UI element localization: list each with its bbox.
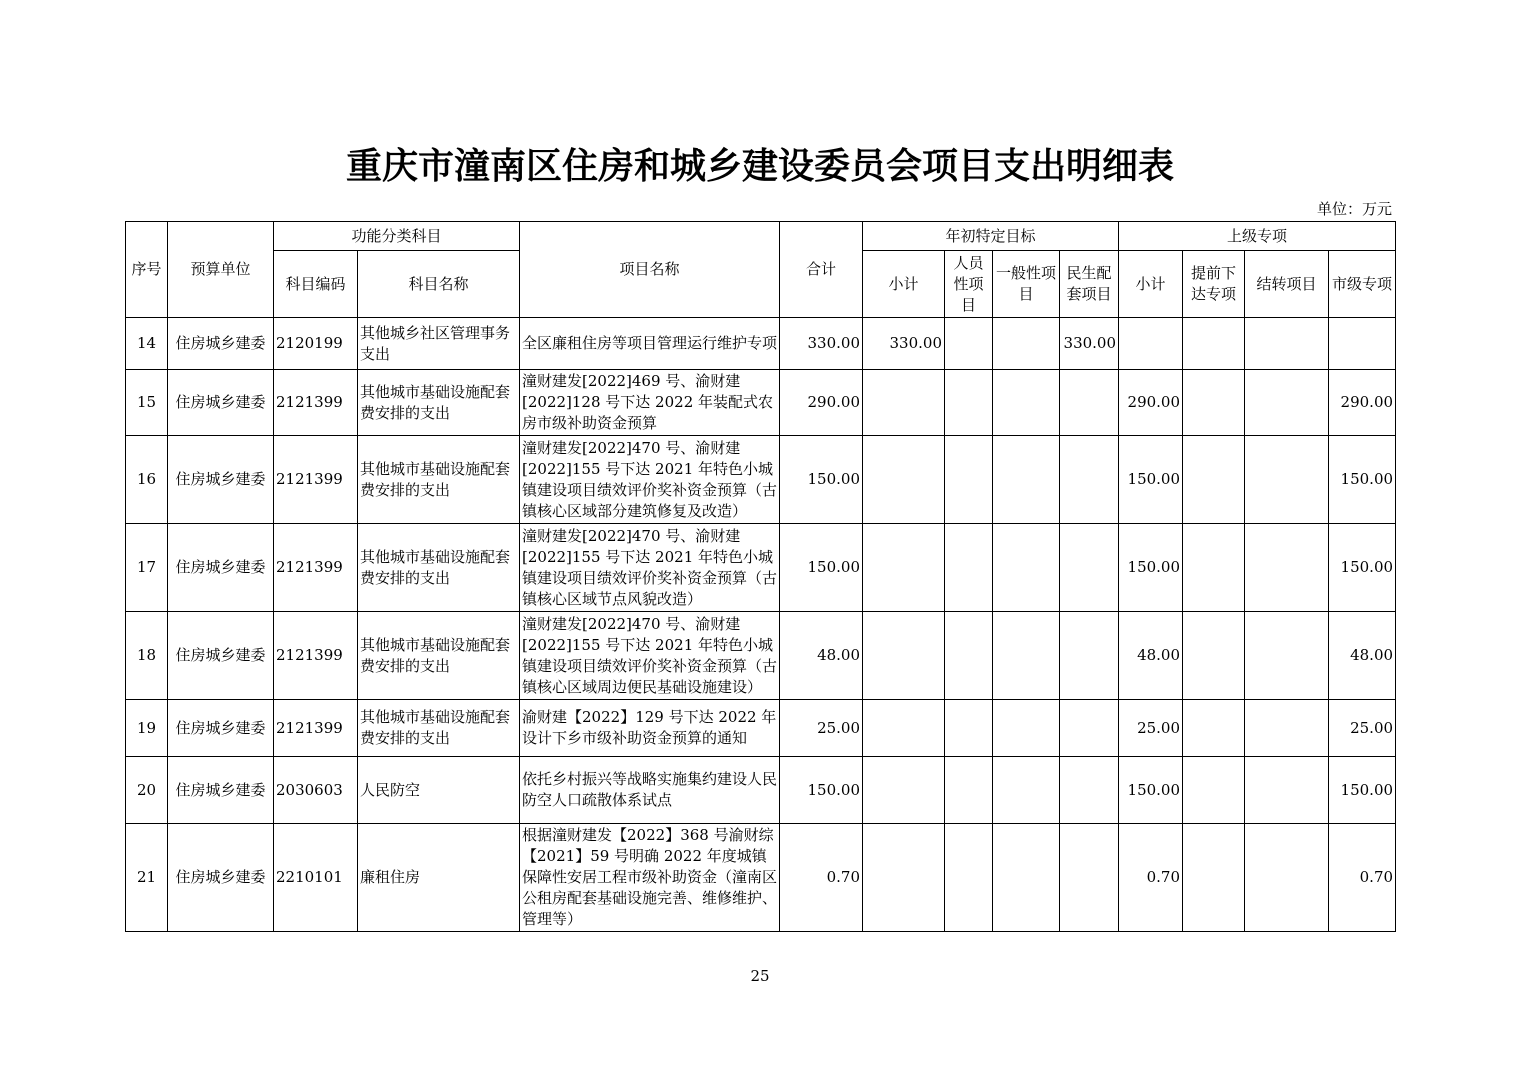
cell-unit: 住房城乡建委 <box>168 700 274 757</box>
cell-carryover <box>1245 612 1329 700</box>
table-row <box>126 436 1396 524</box>
cell-unit: 住房城乡建委 <box>168 318 274 370</box>
cell-personnel <box>945 824 993 932</box>
cell-annual-subtotal <box>863 700 945 757</box>
cell-annual-subtotal <box>863 370 945 436</box>
cell-total: 290.00 <box>780 370 863 436</box>
cell-total: 150.00 <box>780 524 863 612</box>
cell-upper-subtotal: 48.00 <box>1119 612 1183 700</box>
cell-total: 25.00 <box>780 700 863 757</box>
cell-advance <box>1183 370 1245 436</box>
cell-unit: 住房城乡建委 <box>168 824 274 932</box>
header-annual-group: 年初特定目标 <box>863 222 1119 251</box>
cell-seq: 17 <box>126 524 168 612</box>
cell-livelihood <box>1060 824 1119 932</box>
table-row <box>126 757 1396 824</box>
cell-annual-subtotal <box>863 757 945 824</box>
cell-personnel <box>945 612 993 700</box>
cell-personnel <box>945 318 993 370</box>
cell-project: 根据潼财建发【2022】368 号渝财综【2021】59 号明确 2022 年度城镇保障性安居工程市级补助资金（潼南区公租房配套基础设施完善、维修维护、管理等） <box>520 824 780 932</box>
cell-subject: 其他城市基础设施配套费安排的支出 <box>358 612 520 700</box>
cell-subject: 其他城市基础设施配套费安排的支出 <box>358 436 520 524</box>
cell-advance <box>1183 436 1245 524</box>
cell-subject: 其他城乡社区管理事务支出 <box>358 318 520 370</box>
cell-carryover <box>1245 524 1329 612</box>
cell-general <box>993 436 1060 524</box>
cell-total: 48.00 <box>780 612 863 700</box>
table-row <box>126 612 1396 700</box>
table-row <box>126 318 1396 370</box>
cell-seq: 18 <box>126 612 168 700</box>
cell-annual-subtotal <box>863 612 945 700</box>
cell-code: 2030603 <box>274 757 358 824</box>
expense-table <box>125 221 1396 932</box>
cell-code: 2121399 <box>274 700 358 757</box>
cell-unit: 住房城乡建委 <box>168 370 274 436</box>
cell-code: 2121399 <box>274 370 358 436</box>
cell-subject: 其他城市基础设施配套费安排的支出 <box>358 370 520 436</box>
header-advance: 提前下达专项 <box>1183 251 1245 318</box>
cell-advance <box>1183 824 1245 932</box>
cell-upper-subtotal: 150.00 <box>1119 436 1183 524</box>
header-annual-subtotal: 小计 <box>863 251 945 318</box>
header-project: 项目名称 <box>520 222 780 318</box>
table-row <box>126 824 1396 932</box>
cell-carryover <box>1245 700 1329 757</box>
table-row <box>126 370 1396 436</box>
cell-project: 潼财建发[2022]470 号、渝财建[2022]155 号下达 2021 年特色小城镇建设项目绩效评价奖补资金预算（古镇核心区域节点风貌改造） <box>520 524 780 612</box>
cell-seq: 16 <box>126 436 168 524</box>
cell-seq: 20 <box>126 757 168 824</box>
cell-seq: 19 <box>126 700 168 757</box>
cell-advance <box>1183 524 1245 612</box>
cell-total: 0.70 <box>780 824 863 932</box>
cell-subject: 人民防空 <box>358 757 520 824</box>
cell-code: 2121399 <box>274 524 358 612</box>
cell-livelihood <box>1060 757 1119 824</box>
header-func-group: 功能分类科目 <box>274 222 520 251</box>
cell-subject: 其他城市基础设施配套费安排的支出 <box>358 524 520 612</box>
cell-annual-subtotal: 330.00 <box>863 318 945 370</box>
unit-label: 单位：万元 <box>1316 200 1392 218</box>
cell-project: 潼财建发[2022]470 号、渝财建[2022]155 号下达 2021 年特色小城镇建设项目绩效评价奖补资金预算（古镇核心区域部分建筑修复及改造） <box>520 436 780 524</box>
cell-project: 潼财建发[2022]470 号、渝财建[2022]155 号下达 2021 年特色小城镇建设项目绩效评价奖补资金预算（古镇核心区域周边便民基础设施建设） <box>520 612 780 700</box>
cell-project: 渝财建【2022】129 号下达 2022 年设计下乡市级补助资金预算的通知 <box>520 700 780 757</box>
cell-code: 2121399 <box>274 612 358 700</box>
header-subject: 科目名称 <box>358 251 520 318</box>
cell-advance <box>1183 612 1245 700</box>
cell-livelihood: 330.00 <box>1060 318 1119 370</box>
cell-upper-subtotal: 150.00 <box>1119 524 1183 612</box>
cell-carryover <box>1245 436 1329 524</box>
cell-carryover <box>1245 318 1329 370</box>
cell-unit: 住房城乡建委 <box>168 612 274 700</box>
page-title: 重庆市潼南区住房和城乡建设委员会项目支出明细表 <box>345 146 1174 187</box>
cell-seq: 15 <box>126 370 168 436</box>
cell-municipal: 25.00 <box>1329 700 1396 757</box>
cell-seq: 21 <box>126 824 168 932</box>
header-livelihood: 民生配套项目 <box>1060 251 1119 318</box>
cell-annual-subtotal <box>863 436 945 524</box>
cell-unit: 住房城乡建委 <box>168 524 274 612</box>
cell-municipal: 150.00 <box>1329 757 1396 824</box>
cell-livelihood <box>1060 370 1119 436</box>
cell-general <box>993 757 1060 824</box>
cell-project: 依托乡村振兴等战略实施集约建设人民防空人口疏散体系试点 <box>520 757 780 824</box>
cell-advance <box>1183 757 1245 824</box>
cell-carryover <box>1245 370 1329 436</box>
cell-total: 150.00 <box>780 757 863 824</box>
cell-personnel <box>945 700 993 757</box>
cell-code: 2121399 <box>274 436 358 524</box>
cell-project: 潼财建发[2022]469 号、渝财建[2022]128 号下达 2022 年装配式农房市级补助资金预算 <box>520 370 780 436</box>
cell-advance <box>1183 700 1245 757</box>
cell-carryover <box>1245 757 1329 824</box>
cell-general <box>993 612 1060 700</box>
header-code: 科目编码 <box>274 251 358 318</box>
cell-seq: 14 <box>126 318 168 370</box>
cell-personnel <box>945 436 993 524</box>
cell-municipal: 0.70 <box>1329 824 1396 932</box>
cell-general <box>993 824 1060 932</box>
cell-general <box>993 700 1060 757</box>
cell-general <box>993 318 1060 370</box>
cell-upper-subtotal: 0.70 <box>1119 824 1183 932</box>
cell-livelihood <box>1060 524 1119 612</box>
header-carryover: 结转项目 <box>1245 251 1329 318</box>
cell-total: 330.00 <box>780 318 863 370</box>
cell-advance <box>1183 318 1245 370</box>
cell-upper-subtotal <box>1119 318 1183 370</box>
cell-municipal: 150.00 <box>1329 436 1396 524</box>
cell-personnel <box>945 757 993 824</box>
header-total: 合计 <box>780 222 863 318</box>
header-seq: 序号 <box>126 222 168 318</box>
page-number: 25 <box>750 967 770 985</box>
cell-annual-subtotal <box>863 524 945 612</box>
cell-livelihood <box>1060 700 1119 757</box>
cell-livelihood <box>1060 612 1119 700</box>
cell-municipal: 150.00 <box>1329 524 1396 612</box>
header-municipal: 市级专项 <box>1329 251 1396 318</box>
header-upper-subtotal: 小计 <box>1119 251 1183 318</box>
cell-code: 2120199 <box>274 318 358 370</box>
cell-municipal: 290.00 <box>1329 370 1396 436</box>
table-row <box>126 524 1396 612</box>
cell-annual-subtotal <box>863 824 945 932</box>
header-unit: 预算单位 <box>168 222 274 318</box>
header-general: 一般性项目 <box>993 251 1060 318</box>
header-upper-group: 上级专项 <box>1119 222 1396 251</box>
cell-general <box>993 370 1060 436</box>
header-personnel: 人员性项目 <box>945 251 993 318</box>
cell-carryover <box>1245 824 1329 932</box>
cell-general <box>993 524 1060 612</box>
cell-upper-subtotal: 25.00 <box>1119 700 1183 757</box>
cell-code: 2210101 <box>274 824 358 932</box>
cell-personnel <box>945 524 993 612</box>
cell-unit: 住房城乡建委 <box>168 757 274 824</box>
cell-unit: 住房城乡建委 <box>168 436 274 524</box>
cell-subject: 其他城市基础设施配套费安排的支出 <box>358 700 520 757</box>
cell-project: 全区廉租住房等项目管理运行维护专项 <box>520 318 780 370</box>
cell-upper-subtotal: 150.00 <box>1119 757 1183 824</box>
cell-total: 150.00 <box>780 436 863 524</box>
cell-upper-subtotal: 290.00 <box>1119 370 1183 436</box>
cell-subject: 廉租住房 <box>358 824 520 932</box>
cell-personnel <box>945 370 993 436</box>
cell-municipal <box>1329 318 1396 370</box>
cell-municipal: 48.00 <box>1329 612 1396 700</box>
table-row <box>126 700 1396 757</box>
cell-livelihood <box>1060 436 1119 524</box>
